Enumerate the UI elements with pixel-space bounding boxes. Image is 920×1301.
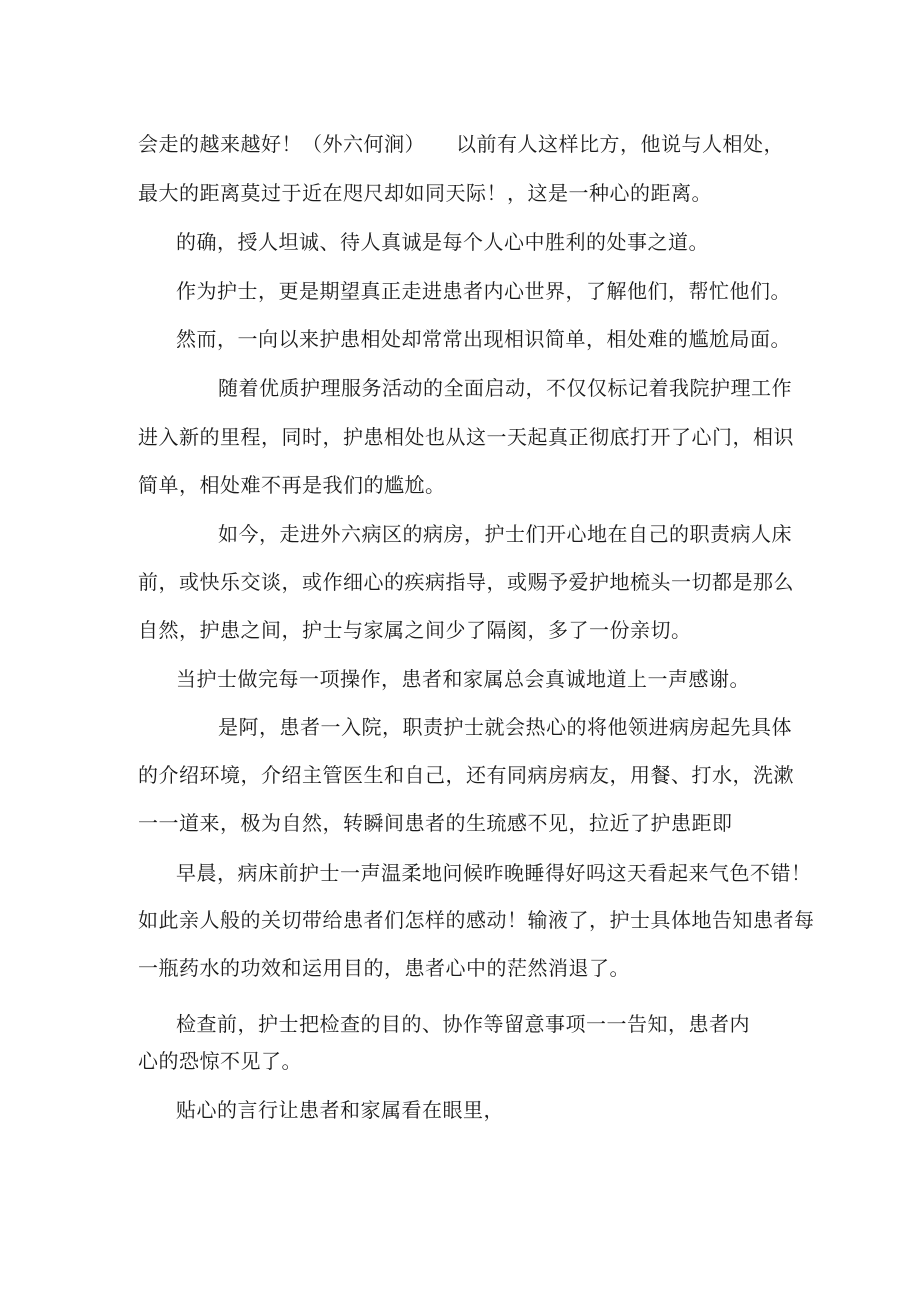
text-line: 然而，一向以来护患相处却常常出现相识简单，相处难的尴尬局面。 [176, 327, 791, 351]
text-line: 会走的越来越好！（外六何涧） 以前有人这样比方，他说与人相处， [138, 132, 784, 156]
text-line: 的确，授人坦诚、待人真诚是每个人心中胜利的处事之道。 [176, 230, 709, 254]
text-line: 检查前，护士把检查的目的、协作等留意事项一一告知，患者内 [176, 1012, 750, 1036]
text-line: 作为护士，更是期望真正走进患者内心世界，了解他们，帮忙他们。 [176, 279, 791, 303]
text-line: 一瓶药水的功效和运用目的，患者心中的茫然消退了。 [138, 956, 630, 980]
text-line: 如此亲人般的关切带给患者们怎样的感动！输液了，护士具体地告知患者每 [138, 908, 815, 932]
text-line: 如今，走进外六病区的病房，护士们开心地在自己的职责病人床 [218, 522, 792, 546]
text-line: 的介绍环境，介绍主管医生和自己，还有同病房病友，用餐、打水，洗漱 [138, 763, 794, 787]
text-line: 早晨，病床前护士一声温柔地问候昨晚睡得好吗这天看起来气色不错！ [176, 861, 812, 885]
text-line: 随着优质护理服务活动的全面启动，不仅仅标记着我院护理工作 [218, 376, 792, 400]
text-line: 一一道来，极为自然，转瞬间患者的生琉感不见，拉近了护患距即 [138, 811, 733, 835]
text-line: 简单，相处难不再是我们的尴尬。 [138, 473, 446, 497]
text-line: 最大的距离莫过于近在咫尺却如同天际！，这是一种心的距离。 [138, 181, 712, 205]
text-line: 当护士做完每一项操作，患者和家属总会真诚地道上一声感谢。 [176, 667, 750, 691]
text-line: 前，或快乐交谈，或作细心的疾病指导，或赐予爱护地梳头一切都是那么 [138, 570, 794, 594]
text-line: 是阿，患者一入院，职责护士就会热心的将他领进病房起先具体 [218, 715, 792, 739]
text-line: 贴心的言行让患者和家属看在眼里， [176, 1098, 504, 1122]
text-line: 心的恐惊不见了。 [138, 1049, 302, 1073]
text-line: 自然，护患之间，护士与家属之间少了隔阂，多了一份亲切。 [138, 618, 692, 642]
text-line: 进入新的里程，同时，护患相处也从这一天起真正彻底打开了心门，相识 [138, 425, 794, 449]
